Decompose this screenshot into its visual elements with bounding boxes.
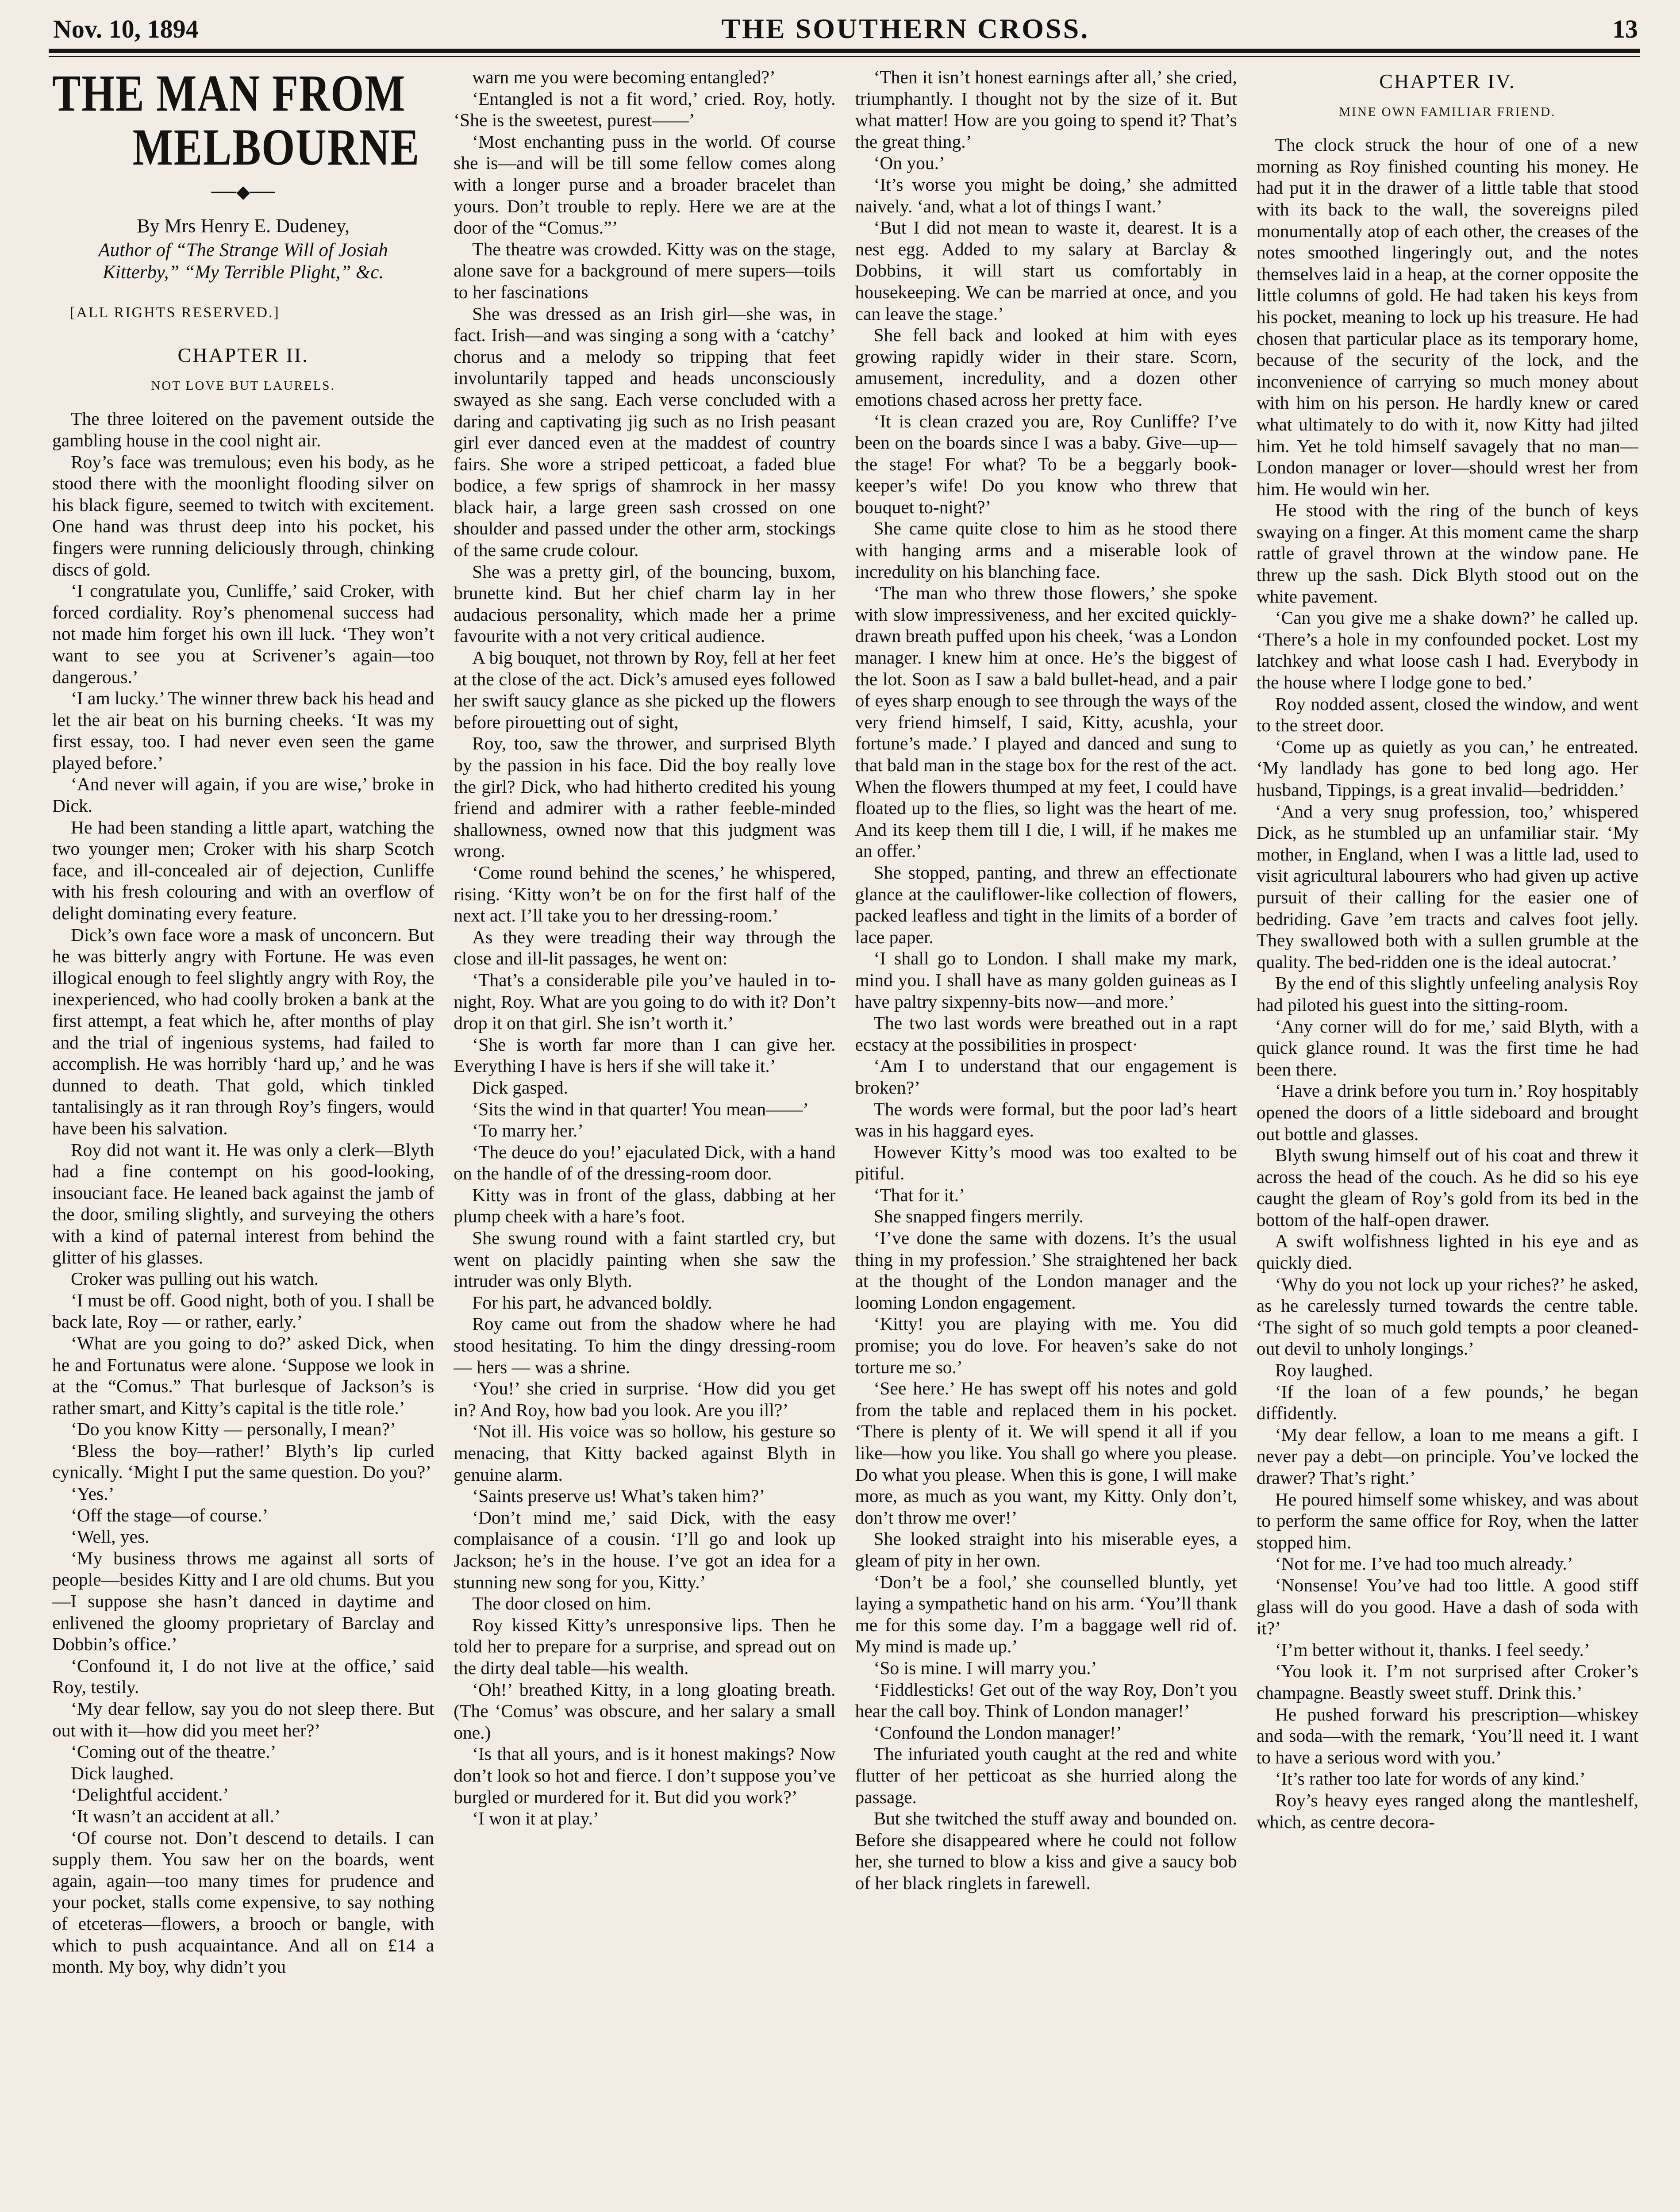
paragraph: ‘Bless the boy—rather!’ Blyth’s lip curled cynically. ‘Might I put the same question. Do you?’ <box>52 1440 434 1482</box>
paragraph: ‘Can you give me a shake down?’ he called up. ‘There’s a hole in my confounded pocket. Lost my latchkey and what loose cash I had. Everybody in the house where I lodge gone to bed.’ <box>1256 607 1638 693</box>
paragraph: ‘Is that all yours, and is it honest makings? Now don’t look so hot and fierce. I don’t suppose you’ve burgled or murdered for it. But did you work?’ <box>454 1743 836 1807</box>
paragraph: ‘So is mine. I will marry you.’ <box>873 1657 1097 1678</box>
column-1 <box>52 66 434 2212</box>
paragraph: She fell back and looked at him with eyes growing rapidly wider in their stare. Scorn, amusement, incredulity, and a dozen other emotions chased across her pretty face. <box>855 325 1237 410</box>
paragraph: ‘Don’t mind me,’ said Dick, with the easy complaisance of a cousin. ‘I’ll go and look up Jackson; he’s in the house. I’ve got an idea for a stunning new song for you, Kitty.’ <box>454 1507 836 1592</box>
paragraph: ‘The deuce do you!’ ejaculated Dick, with a hand on the handle of of the dressing-room door. <box>454 1141 836 1184</box>
paragraph: The three loitered on the pavement outside the gambling house in the cool night air. <box>52 408 434 450</box>
paragraph: ‘Sits the wind in that quarter! You mean——’ <box>472 1098 809 1119</box>
paragraph: She swung round with a faint startled cry, but went on placidly painting when she saw the intruder was only Blyth. <box>454 1228 836 1291</box>
chapter-subheading-4: MINE OWN FAMILIAR FRIEND. <box>1339 104 1556 119</box>
paragraph: ‘It is clean crazed you are, Roy Cunliffe? I’ve been on the boards since I was a baby. Give—up—the stage! For what? To be a beggarly book-keeper’s wife! Do you know who threw that bouquet to-night?’ <box>855 411 1237 517</box>
paragraph: Roy kissed Kitty’s unresponsive lips. Then he told her to prepare for a surprise, and spread out on the dirty deal table—his wealth. <box>454 1614 836 1678</box>
paragraph: ‘Oh!’ breathed Kitty, in a long gloating breath. (The ‘Comus’ was obscure, and her salary a small one.) <box>454 1679 836 1743</box>
paragraph: She stopped, panting, and threw an effectionate glance at the cauliflower-like collection of flowers, packed leafless and tight in the limits of a border of lace paper. <box>855 862 1237 947</box>
paragraph: Dick’s own face wore a mask of unconcern. But he was bitterly angry with Fortune. He was even illogical enough to feel slightly angry with Roy, the inexperienced, who had coolly broken a bank at the first attempt, a feat which he, after months of play and the trial of ingenious systems, had failed to accomplish. He was horribly ‘hard up,’ and he was dunned to death. That gold, which tinkled tantalisingly as it ran through Roy’s fingers, would have been his salvation. <box>52 924 434 1138</box>
paragraph: ‘I must be off. Good night, both of you. I shall be back late, Roy — or rather, early.’ <box>52 1290 434 1332</box>
article-columns <box>52 66 1638 2212</box>
issue-date: Nov. 10, 1894 <box>53 14 199 43</box>
paragraph: ‘That’s a considerable pile you’ve hauled in to-night, Roy. What are you going to do with it? Don’t drop it on that girl. She isn’t worth it.’ <box>454 969 836 1033</box>
paragraph: She was a pretty girl, of the bouncing, buxom, brunette kind. But her chief charm lay in her audacious personality, which made her a prime favourite with a not very critical audience. <box>454 561 836 646</box>
paragraph: Roy’s face was tremulous; even his body, as he stood there with the moonlight flooding silver on his black figure, seemed to twitch with excitement. One hand was thrust deep into his pocket, his fingers were running deliciously through, chinking discs of gold. <box>52 451 434 580</box>
paragraph: She looked straight into his miserable eyes, a gleam of pity in her own. <box>855 1528 1237 1571</box>
paragraph: ‘Coming out of the theatre.’ <box>71 1741 277 1762</box>
paragraph: Croker was pulling out his watch. <box>71 1268 319 1289</box>
diamond-ornament-icon: ──◆── <box>211 182 275 202</box>
column-4 <box>1257 66 1638 2212</box>
paragraph: ‘She is worth far more than I can give her. Everything I have is hers if she will take it.’ <box>454 1034 836 1076</box>
paragraph: ‘The man who threw those flowers,’ she spoke with slow impressiveness, and her excited quickly-drawn breath puffed upon his cheek, ‘was a London manager. I knew him at once. He’s the biggest of the lot. Soon as I saw a bald bullet-head, and a pair of eyes sharp enough to see through the ways of the very friend himself, I said, Kitty, acushla, your fortune’s made.’ I played and danced and sung to that bald man in the stage box for the rest of the act. When the flowers thumped at my feet, I could have floated up to the flies, so light was the heart of me. And its keep them till I die, I will, if he makes me an offer.’ <box>855 583 1237 861</box>
paragraph: ‘Am I to understand that our engagement is broken?’ <box>855 1056 1237 1098</box>
author-note: Author of “The Strange Will of Josiah Kitterby,” “My Terrible Plight,” &c. <box>98 239 388 283</box>
paragraph: ‘Well, yes. <box>71 1526 150 1547</box>
paragraph: By the end of this slightly unfeeling analysis Roy had piloted his guest into the sitting-room. <box>1256 973 1638 1015</box>
paragraph: ‘And never will again, if you are wise,’ broke in Dick. <box>52 774 434 816</box>
paragraph: Roy came out from the shadow where he had stood hesitating. To him the dingy dressing-room — hers — was a shrine. <box>454 1313 836 1377</box>
masthead <box>53 12 1638 45</box>
paragraph: Roy’s heavy eyes ranged along the mantleshelf, which, as centre decora- <box>1256 1790 1638 1832</box>
column-3-text <box>855 66 1237 1893</box>
paper-name: THE SOUTHERN CROSS. <box>721 13 1090 44</box>
paragraph: The words were formal, but the poor lad’s heart was in his haggard eyes. <box>855 1098 1237 1141</box>
masthead-rule <box>49 49 1640 53</box>
paragraph: ‘I shall go to London. I shall make my mark, mind you. I shall have as many golden guineas as I have paltry sixpenny-bits now—and more.’ <box>855 948 1237 1012</box>
paragraph: ‘I’ve done the same with dozens. It’s the usual thing in my profession.’ She straightened her back at the thought of the London manager and the looming London engagement. <box>855 1228 1237 1313</box>
paragraph: ‘You!’ she cried in surprise. ‘How did you get in? And Roy, how bad you look. Are you ill?’ <box>454 1378 836 1420</box>
column-4-text <box>1257 134 1638 1832</box>
paragraph: The two last words were breathed out in a rapt ecstacy at the possibilities in prospect· <box>855 1013 1237 1055</box>
paragraph: ‘Come up as quietly as you can,’ he entreated. ‘My landlady has gone to bed long ago. Her husband, Tippings, is a great invalid—bedridden.’ <box>1256 736 1638 800</box>
paragraph: ‘If the loan of a few pounds,’ he began diffidently. <box>1256 1381 1638 1424</box>
paragraph: A big bouquet, not thrown by Roy, fell at her feet at the close of the act. Dick’s amused eyes followed her swift saucy glance as she picked up the flowers before pirouetting out of sight, <box>454 647 836 732</box>
page-number: 13 <box>1612 14 1638 43</box>
paragraph: The clock struck the hour of one of a new morning as Roy finished counting his money. He had put it in the drawer of a little table that stood with its back to the wall, the sovereigns piled monumentally atop of each other, the creases of the notes smoothed lingeringly out, and the notes themselves laid in a heap, at the corner opposite the little columns of gold. He had taken his keys from his pocket, meaning to lock up his treasure. He had chosen that particular place as its temporary home, because of the security of the lock, and the inconvenience of carrying so much money about with him on his person. He hardly knew or cared what ultimately to do with it, now Kitty had jilted him. Yet he told himself savagely that no man—London manager or lover—should wrest her from him. He would win her. <box>1256 134 1638 499</box>
paragraph: ‘Fiddlesticks! Get out of the way Roy, Don’t you hear the call boy. Think of London manager!’ <box>855 1679 1237 1721</box>
paragraph: ‘I’m better without it, thanks. I feel seedy.’ <box>1275 1639 1590 1660</box>
paragraph: He poured himself some whiskey, and was about to perform the same office for Roy, when the latter stopped him. <box>1256 1489 1638 1552</box>
paragraph: Dick gasped. <box>472 1077 568 1098</box>
paragraph: ‘Off the stage—of course.’ <box>71 1505 269 1525</box>
story-title-line-2: MELBOURNE <box>132 118 420 176</box>
chapter-subheading: NOT LOVE BUT LAURELS. <box>151 378 335 393</box>
paragraph: Roy laughed. <box>1275 1360 1373 1381</box>
paragraph: She snapped fingers merrily. <box>873 1206 1084 1227</box>
paragraph: ‘Of course not. Don’t descend to details. I can supply them. You saw her on the boards, went again, again—too many times for prudence and your pocket, stalls come expensive, to say nothing of etceteras—flowers, a brooch or bangle, with which to push acquaintance. And all on £14 a month. My boy, why didn’t you <box>52 1827 434 1977</box>
chapter-heading: CHAPTER II. <box>177 344 309 367</box>
paragraph: She was dressed as an Irish girl—she was, in fact. Irish—and was singing a song with a ‘catchy’ chorus and a melody so tripping that feet involuntarily tapped and heads unconsciously swayed as she sang. Each verse concluded with a daring and captivating jig such as no Irish peasant girl ever danced even at the maddest of country fairs. She wore a striped petticoat, a faded blue bodice, a few sprigs of shamrock in her massy black hair, a large green sash crossed on one shoulder and passed under the other arm, stockings of the same crude colour. <box>454 303 836 561</box>
paragraph: The theatre was crowded. Kitty was on the stage, alone save for a background of mere supers—toils to her fascinations <box>454 238 836 302</box>
paragraph: ‘Delightful accident.’ <box>71 1784 229 1805</box>
paragraph: ‘Entangled is not a fit word,’ cried. Roy, hotly. ‘She is the sweetest, purest——’ <box>454 88 836 131</box>
paragraph: ‘Don’t be a fool,’ she counselled bluntly, yet laying a sympathetic hand on his arm. ‘You’ll thank me for this some day. I’m a baggage well rid of. My mind is made up.’ <box>855 1571 1237 1657</box>
paragraph: Kitty was in front of the glass, dabbing at her plump cheek with a hare’s foot. <box>454 1184 836 1227</box>
paragraph: ‘Saints preserve us! What’s taken him?’ <box>472 1486 765 1506</box>
story-title <box>52 66 434 174</box>
paragraph: ‘Do you know Kitty — personally, I mean?’ <box>71 1419 396 1440</box>
byline: By Mrs Henry E. Dudeney, <box>137 215 350 237</box>
paragraph: ‘That for it.’ <box>873 1184 965 1205</box>
paragraph: He pushed forward his prescription—whiskey and soda—with the remark, ‘You’ll need it. I want to have a serious word with you.’ <box>1256 1704 1638 1767</box>
paragraph: ‘Kitty! you are playing with me. You did promise; you do love. For heaven’s sake do not torture me so.’ <box>855 1313 1237 1377</box>
paragraph: Roy did not want it. He was only a clerk—Blyth had a fine contempt on his good-looking, insouciant face. He leaned back against the jamb of the door, smiling slightly, and surveying the others with a kind of paternal interest from behind the glitter of his glasses. <box>52 1139 434 1267</box>
paragraph: ‘Come round behind the scenes,’ he whispered, rising. ‘Kitty won’t be on for the first half of the next act. I’ll take you to her dressing-room.’ <box>454 862 836 926</box>
paragraph: Blyth swung himself out of his coat and threw it across the head of the couch. As he did so his eye caught the gleam of Roy’s gold from its bed in the bottom of the half-open drawer. <box>1256 1145 1638 1230</box>
paragraph: ‘And a very snug profession, too,’ whispered Dick, as he stumbled up an unfamiliar stair. ‘My mother, in England, when I was a little lad, used to visit agricultural labourers who had given up active pursuit of their calling for the easier one of bedriding. Gave ’em tracts and calves foot jelly. They swallowed both with a sullen grumble at the quality. The bed-ridden one is the ideal autocrat.’ <box>1256 801 1638 972</box>
paragraph: A swift wolfishness lighted in his eye and as quickly died. <box>1256 1231 1638 1273</box>
paragraph: He stood with the ring of the bunch of keys swaying on a finger. At this moment came the sharp rattle of gravel thrown at the window pane. He threw up the sash. Dick Blyth stood out on the white pavement. <box>1256 500 1638 607</box>
paragraph: ‘Most enchanting puss in the world. Of course she is—and will be till some fellow comes along with a longer purse and a broader bracelet than yours. Don’t trouble to reply. Here we are at the door of the “Comus.”’ <box>454 131 836 238</box>
paragraph: The door closed on him. <box>472 1593 651 1614</box>
paragraph: ‘What are you going to do?’ asked Dick, when he and Fortunatus were alone. ‘Suppose we look in at the “Comus.” That burlesque of Jackson’s is rather smart, and Kitty’s capital is the title role.’ <box>52 1333 434 1418</box>
paragraph: ‘My dear fellow, a loan to me means a gift. I never pay a debt—on principle. You’ve locked the drawer? That’s right.’ <box>1256 1424 1638 1488</box>
paragraph: ‘Any corner will do for me,’ said Blyth, with a quick glance round. It was the first time he had been there. <box>1256 1016 1638 1079</box>
paragraph: But she twitched the stuff away and bounded on. Before she disappeared where he could not follow her, she turned to blow a kiss and give a saucy bob of her black ringlets in farewell. <box>855 1808 1237 1893</box>
story-title-line-1: THE MAN FROM <box>52 66 406 122</box>
paragraph: ‘But I did not mean to waste it, dearest. It is a nest egg. Added to my salary at Barclay & Dobbins, it will start us comfortably in housekeeping. We can be married at once, and you can leave the stage.’ <box>855 217 1237 324</box>
paragraph: ‘See here.’ He has swept off his notes and gold from the table and replaced them in his pocket. ‘There is plenty of it. We will spend it all if you like—how you like. You shall go where you please. Do what you please. When this is gone, I will make more, as much as you want, my Kitty. Only don’t, don’t throw me over!’ <box>855 1378 1237 1528</box>
paragraph: ‘To marry her.’ <box>472 1120 584 1141</box>
paragraph: For his part, he advanced boldly. <box>472 1292 712 1313</box>
paragraph: ‘My dear fellow, say you do not sleep there. But out with it—how did you meet her?’ <box>52 1698 434 1740</box>
paragraph: ‘Nonsense! You’ve had too little. A good stiff glass will do you good. Have a dash of soda with it?’ <box>1256 1575 1638 1639</box>
paragraph: ‘Not for me. I’ve had too much already.’ <box>1275 1553 1573 1574</box>
paragraph: ‘I am lucky.’ The winner threw back his head and let the air beat on his burning cheeks. ‘It was my first essay, too. I had never even seen the game played before.’ <box>52 688 434 773</box>
paragraph: ‘Confound it, I do not live at the office,’ said Roy, testily. <box>52 1655 434 1697</box>
paragraph: ‘It’s rather too late for words of any kind.’ <box>1275 1768 1586 1789</box>
column-2 <box>454 66 835 2212</box>
paragraph: ‘Confound the London manager!’ <box>873 1722 1122 1743</box>
paragraph: ‘I congratulate you, Cunliffe,’ said Croker, with forced cordiality. Roy’s phenomenal success had not made him forget his own ill luck. ‘They won’t want to see you at Scrivener’s again—too dangerous.’ <box>52 580 434 687</box>
paragraph: The infuriated youth caught at the red and white flutter of her petticoat as she hurried along the passage. <box>855 1743 1237 1807</box>
paragraph: ‘My business throws me against all sorts of people—besides Kitty and I are old chums. But you—I suppose she hasn’t danced in daytime and enlivened the gloomy proprietary of Barclay and Dobbin’s office.’ <box>52 1548 434 1655</box>
paragraph: ‘I won it at play.’ <box>472 1808 599 1829</box>
chapter-heading-4: CHAPTER IV. <box>1379 70 1516 92</box>
paragraph: Roy nodded assent, closed the window, and went to the street door. <box>1256 693 1638 736</box>
paragraph: ‘Then it isn’t honest earnings after all,’ she cried, triumphantly. I thought not by the size of it. But what matter! How are you going to spend it? That’s the great thing.’ <box>855 67 1237 152</box>
paragraph: ‘On you.’ <box>873 153 945 173</box>
column-2-text <box>454 66 835 1829</box>
paragraph: ‘It wasn’t an accident at all.’ <box>71 1805 281 1826</box>
paragraph: Roy, too, saw the thrower, and surprised Blyth by the passion in his face. Did the boy really love the girl? Dick, who had hitherto credited his young friend and admirer with a rather feeble-minded shallowness, owned now that this judgment was wrong. <box>454 733 836 861</box>
column-1-text <box>52 408 434 1977</box>
paragraph: ‘Why do you not lock up your riches?’ he asked, as he carelessly turned towards the centre table. ‘The sight of so much gold tempts a poor cleaned-out devil to unholy longings.’ <box>1256 1274 1638 1359</box>
column-3 <box>855 66 1237 2212</box>
paragraph: She came quite close to him as he stood there with hanging arms and a miserable look of incredulity on his blanching face. <box>855 518 1237 582</box>
rights-notice: [ALL RIGHTS RESERVED.] <box>70 304 280 321</box>
paragraph: Dick laughed. <box>71 1763 174 1783</box>
paragraph: ‘It’s worse you might be doing,’ she admitted naively. ‘and, what a lot of things I want.’ <box>855 174 1237 216</box>
paragraph: ‘Yes.’ <box>71 1483 115 1504</box>
paragraph: ‘Not ill. His voice was so hollow, his gesture so menacing, that Kitty backed against Blyth in genuine alarm. <box>454 1421 836 1485</box>
paragraph: warn me you were becoming entangled?’ <box>472 67 776 87</box>
paragraph: However Kitty’s mood was too exalted to be pitiful. <box>855 1141 1237 1184</box>
paragraph: ‘Have a drink before you turn in.’ Roy hospitably opened the doors of a little sideboard and brought out bottle and glasses. <box>1256 1080 1638 1144</box>
paragraph: ‘You look it. I’m not surprised after Croker’s champagne. Beastly sweet stuff. Drink this.’ <box>1256 1661 1638 1703</box>
paragraph: As they were treading their way through the close and ill-lit passages, he went on: <box>454 926 836 969</box>
masthead-rule-thin <box>49 56 1640 57</box>
paragraph: He had been standing a little apart, watching the two younger men; Croker with his sharp Scotch face, and ill-concealed air of dejection, Cunliffe with his fresh colouring and with an overflow of delight dominating every feature. <box>52 817 434 924</box>
